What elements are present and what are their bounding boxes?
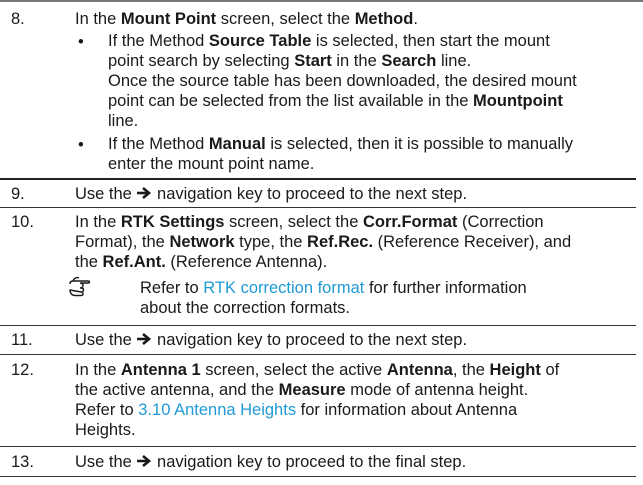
row-divider (0, 354, 636, 355)
right-arrow-icon (136, 454, 152, 468)
row-divider (0, 178, 636, 180)
step-text: Use the navigation key to proceed to the next step. (75, 331, 468, 349)
step-text: In the RTK Settings screen, select the Corr.Format (Correction Format), the Network type, the Ref.Rec. (Reference Receiver), and the Ref.Ant. (Reference Antenna). (75, 213, 572, 271)
ui-term: Measure (278, 381, 346, 399)
ui-term: Ref.Rec. (307, 233, 374, 251)
row-divider (0, 207, 636, 208)
step-text: Use the navigation key to proceed to the next step. (75, 185, 468, 203)
ui-term: Mountpoint (473, 92, 563, 110)
ui-term: Method (354, 10, 414, 28)
step-number: 13. (11, 453, 34, 471)
pointing-hand-icon (68, 275, 98, 297)
bullet-item: If the Method Manual is selected, then it is possible to manually enter the mount point name. (108, 135, 573, 173)
row-divider (0, 325, 636, 326)
top-rule (0, 0, 643, 2)
row-divider (0, 476, 636, 477)
step-number: 10. (11, 213, 34, 231)
ui-term: Antenna 1 (120, 361, 201, 379)
step-number: 12. (11, 361, 34, 379)
link-rtk-correction-format[interactable]: RTK correction format (203, 279, 365, 297)
note-text: Refer to RTK correction format for further information about the correction formats. (140, 279, 527, 317)
row-divider (0, 446, 636, 447)
step-number: 11. (11, 331, 33, 349)
ui-term: Corr.Format (362, 213, 458, 231)
ui-term: Source Table (208, 32, 312, 50)
ui-term: Antenna (386, 361, 453, 379)
link-antenna-heights[interactable]: 3.10 Antenna Heights (138, 401, 297, 419)
ui-term: Network (169, 233, 235, 251)
bullet-item: If the Method Source Table is selected, then start the mount point search by selecting Start in the Search line. Once the source table has been downloaded, the desired mount point can be selected from the list available in the Mountpoint line. (108, 32, 577, 130)
ui-term: Manual (208, 135, 266, 153)
step-text: Use the navigation key to proceed to the final step. (75, 453, 467, 471)
step-number: 9. (11, 185, 25, 203)
right-arrow-icon (136, 332, 152, 346)
ui-term: Mount Point (120, 10, 217, 28)
ui-term: Start (294, 52, 332, 70)
bullet-mark: • (78, 33, 84, 51)
ui-term: Search (381, 52, 437, 70)
ui-term: Ref.Ant. (102, 253, 166, 271)
right-arrow-icon (136, 186, 152, 200)
bullet-mark: • (78, 136, 84, 154)
ui-term: RTK Settings (120, 213, 225, 231)
step-text: In the Antenna 1 screen, select the active Antenna, the Height of the active antenna, and the Measure mode of antenna height. Refer to 3.10 Antenna Heights for information about Antenna Heights. (75, 361, 560, 439)
ui-term: Height (489, 361, 541, 379)
step-text: In the Mount Point screen, select the Method. (75, 10, 418, 28)
step-number: 8. (11, 10, 25, 28)
